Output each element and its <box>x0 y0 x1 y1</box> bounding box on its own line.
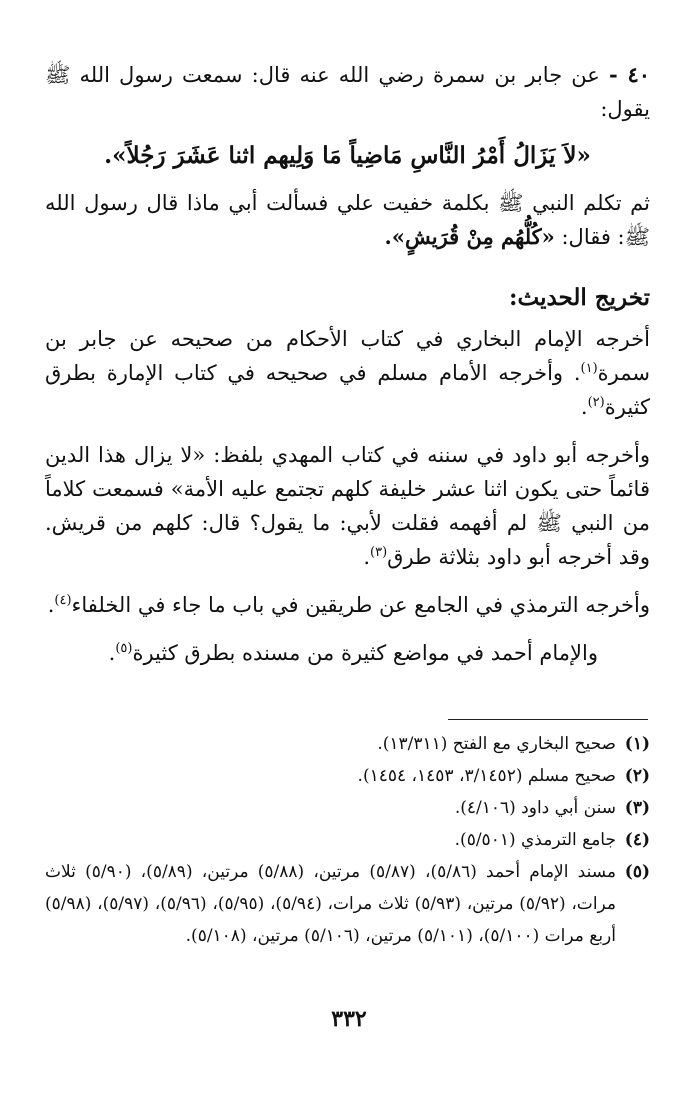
footnote-divider <box>448 719 648 720</box>
footnote-text: صحيح مسلم (٣/١٤٥٢، ١٤٥٣، ١٤٥٤). <box>357 766 616 786</box>
paragraph-1-end: . <box>580 395 588 419</box>
footnote-number: (٤) <box>624 830 650 850</box>
paragraph-2-text: وأخرجه أبو داود في سننه في كتاب المهدي بلفظ: «لا يزال هذا الدين قائماً حتى يكون اثنا عشر خليفة كلهم تجتمع عليه الأمة» فسمعت كلاماً من النبي ﷺ لم أفهمه فقلت لأبي: ما يقول؟ قال: كلهم من قريش. وقد أخرجه أبو داود بثلاثة طرق <box>45 443 650 569</box>
paragraph-1-text-b: . وأخرجه الأمام مسلم في صحيحه في كتاب الإمارة بطرق كثيرة <box>45 361 650 419</box>
page-body <box>45 58 650 684</box>
footnote-number: (٢) <box>624 766 650 786</box>
footnote-text: صحيح البخاري مع الفتح (١٣/٣١١). <box>377 734 616 754</box>
paragraph-2-end: . <box>363 545 371 569</box>
section-heading: تخريج الحديث: <box>509 284 650 311</box>
footnote-item <box>45 824 650 856</box>
hadith-line-1: عن جابر بن سمرة رضي الله عنه قال: سمعت رسول الله ﷺ يقول: <box>45 63 650 121</box>
footnote-ref-1: (١) <box>580 361 598 376</box>
footnote-ref-3: (٣) <box>370 545 388 560</box>
paragraph-2 <box>45 438 650 574</box>
footnote-ref-4: (٤) <box>54 593 72 608</box>
paragraph-3 <box>45 588 650 622</box>
paragraph-3-text: وأخرجه الترمذي في الجامع عن طريقين في باب ما جاء في الخلفاء <box>71 593 650 617</box>
footnote-number: (٥) <box>624 862 650 882</box>
hadith-intro <box>45 58 650 126</box>
footnote-text: جامع الترمذي (٥/٥٠١). <box>454 830 616 850</box>
hadith-number: ٤٠ - <box>608 62 650 87</box>
footnote-text: سنن أبي داود (٤/١٠٦). <box>454 798 616 818</box>
footnote-text: مسند الإمام أحمد (٥/٨٦)، (٥/٨٧) مرتين، (٥/٨٨) مرتين، (٥/٨٩)، (٥/٩٠) ثلاث مرات، (٥/٩٢) مرتين، (٥/٩٣) ثلاث مرات، (٥/٩٤)، (٥/٩٥)، (٥/٩٦)، (٥/٩٧)، (٥/٩٨) أربع مرات (٥/١٠٠)، (٥/١٠١) مرتين، (٥/١٠٦) مرتين، (٥/١٠٨). <box>45 862 617 946</box>
hadith-line-2-quote: «كُلُّهُم مِنْ قُرَيشٍ». <box>384 224 555 249</box>
hadith-quote: «لاَ يَزَالُ أَمْرُ النَّاسِ مَاضِياً مَا وَلِيهم اثنا عَشَرَ رَجُلاً». <box>104 142 591 169</box>
paragraph-3-end: . <box>47 593 55 617</box>
paragraph-4-end: . <box>108 641 116 665</box>
hadith-line-2: ثم تكلم النبي ﷺ بكلمة خفيت علي فسألت أبي ماذا قال رسول الله ﷺ: فقال: <box>45 191 650 249</box>
footnote-item <box>45 728 650 760</box>
paragraph-1-text-a: أخرجه الإمام البخاري في كتاب الأحكام من صحيحه عن جابر بن سمرة <box>45 327 650 385</box>
footnote-item <box>45 760 650 792</box>
footnote-ref-2: (٢) <box>587 395 605 410</box>
footnote-item <box>45 792 650 824</box>
footnote-number: (٣) <box>624 798 650 818</box>
hadith-continuation <box>45 186 650 254</box>
footnotes <box>45 728 650 952</box>
paragraph-1 <box>45 322 650 424</box>
page-number: ٣٣٢ <box>331 1006 367 1032</box>
paragraph-4-text: والإمام أحمد في مواضع كثيرة من مسنده بطرق كثيرة <box>132 641 598 665</box>
footnote-number: (١) <box>624 734 650 754</box>
paragraph-4 <box>45 636 650 670</box>
footnote-ref-5: (٥) <box>115 641 133 656</box>
footnote-item <box>45 856 650 952</box>
